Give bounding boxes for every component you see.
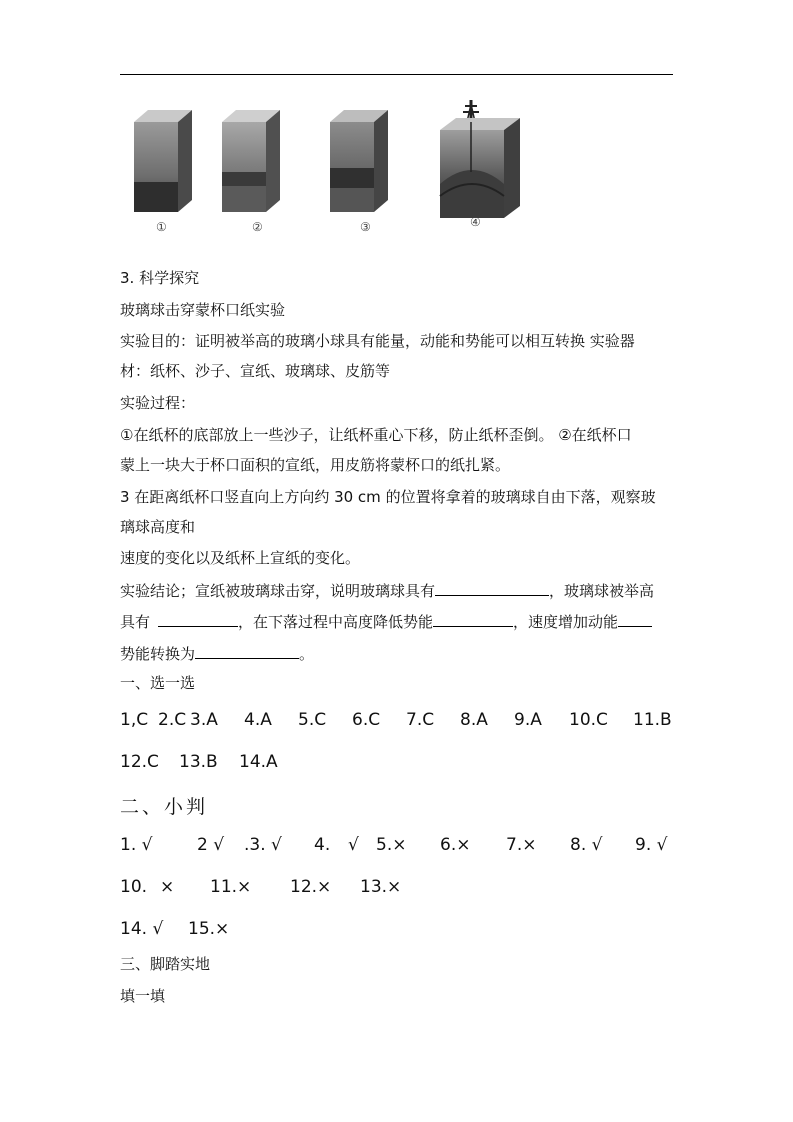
answer-item: 14.A bbox=[239, 752, 278, 772]
answer-blank-4[interactable] bbox=[618, 611, 652, 627]
figure-4-block-with-derrick bbox=[434, 100, 524, 225]
conclusion-text-1b: ，玻璃球被举高 bbox=[549, 582, 655, 600]
answer-item: 8. √ bbox=[570, 835, 603, 855]
answer-item: 14. √ bbox=[120, 919, 164, 939]
answer-item: 1. √ bbox=[120, 835, 153, 855]
conclusion-text-2a: 具有 bbox=[120, 613, 151, 631]
answer-item: 11.× bbox=[210, 877, 252, 897]
figure-1-block bbox=[130, 100, 194, 215]
answer-item: 10. bbox=[120, 877, 148, 897]
figure-2-block bbox=[218, 100, 282, 215]
answer-item: .3. √ bbox=[244, 835, 282, 855]
conclusion-text-1a: 实验结论；宣纸被玻璃球击穿，说明玻璃球具有 bbox=[120, 582, 436, 600]
answer-item: 8.A bbox=[460, 710, 488, 730]
part3-heading: 三、脚踏实地 bbox=[120, 955, 211, 973]
answer-item: × bbox=[160, 877, 175, 897]
conclusion-line-3 bbox=[120, 643, 314, 664]
conclusion-line-1 bbox=[120, 580, 654, 601]
answer-item: 5.× bbox=[376, 835, 407, 855]
figure-1-label: ① bbox=[156, 220, 167, 234]
conclusion-text-3b: 。 bbox=[299, 645, 315, 663]
answer-blank-2[interactable] bbox=[158, 611, 238, 627]
answer-item: 9. √ bbox=[635, 835, 668, 855]
answer-item: √ bbox=[348, 835, 359, 855]
conclusion-text-2c: ，速度增加动能 bbox=[513, 613, 619, 631]
step-a-line-2: 蒙上一块大于杯口面积的宣纸，用皮筋将蒙杯口的纸扎紧。 bbox=[120, 456, 511, 474]
answer-item: 12.× bbox=[290, 877, 332, 897]
part3-subheading: 填一填 bbox=[120, 987, 166, 1005]
answer-item: 15.× bbox=[188, 919, 230, 939]
figure-2-label: ② bbox=[252, 220, 263, 234]
answer-item: 7.C bbox=[406, 710, 435, 730]
answer-item: 6.× bbox=[440, 835, 471, 855]
answer-blank-1[interactable] bbox=[435, 580, 549, 596]
purpose-line-1: 实验目的：证明被举高的玻璃小球具有能量，动能和势能可以相互转换 实验器 bbox=[120, 332, 635, 350]
rock-layer-figures bbox=[118, 100, 588, 250]
conclusion-text-2b: ，在下落过程中高度降低势能 bbox=[238, 613, 434, 631]
answer-item: 4.A bbox=[244, 710, 272, 730]
answer-blank-3[interactable] bbox=[433, 611, 513, 627]
conclusion-text-3a: 势能转换为 bbox=[120, 645, 196, 663]
process-title: 实验过程： bbox=[120, 394, 196, 412]
answer-item: 4. bbox=[314, 835, 331, 855]
answer-item: 2 √ bbox=[197, 835, 225, 855]
answer-item: 13.× bbox=[360, 877, 402, 897]
answer-item: 1,C bbox=[120, 710, 149, 730]
header-rule bbox=[120, 74, 673, 75]
answer-item: 3.A bbox=[190, 710, 218, 730]
answer-blank-5[interactable] bbox=[195, 643, 299, 659]
answer-item: 7.× bbox=[506, 835, 537, 855]
figure-3-block bbox=[326, 100, 390, 215]
step-b-line-2: 璃球高度和 bbox=[120, 518, 196, 536]
answer-item: 6.C bbox=[352, 710, 381, 730]
answer-item: 10.C bbox=[569, 710, 608, 730]
answer-item: 12.C bbox=[120, 752, 159, 772]
step-b-line-3: 速度的变化以及纸杯上宣纸的变化。 bbox=[120, 549, 361, 567]
figure-3-label: ③ bbox=[360, 220, 371, 234]
answer-item: 11.B bbox=[633, 710, 672, 730]
answer-item: 2.C bbox=[158, 710, 187, 730]
figure-4-label: ④ bbox=[470, 215, 481, 229]
answer-item: 13.B bbox=[179, 752, 218, 772]
purpose-line-2: 材：纸杯、沙子、宣纸、玻璃球、皮筋等 bbox=[120, 362, 391, 380]
answer-item: 9.A bbox=[514, 710, 542, 730]
part2-heading: 二、小判 bbox=[120, 796, 209, 818]
part1-heading: 一、选一选 bbox=[120, 674, 196, 692]
answer-item: 5.C bbox=[298, 710, 327, 730]
section3-title: 3. 科学探究 bbox=[120, 269, 200, 287]
step-a-line-1: ①在纸杯的底部放上一些沙子，让纸杯重心下移，防止纸杯歪倒。 ②在纸杯口 bbox=[120, 426, 632, 444]
experiment-name: 玻璃球击穿蒙杯口纸实验 bbox=[120, 301, 286, 319]
step-b-line-1: 3 在距离纸杯口竖直向上方向约 30 cm 的位置将拿着的玻璃球自由下落，观察玻 bbox=[120, 488, 656, 506]
conclusion-line-2 bbox=[120, 611, 652, 632]
